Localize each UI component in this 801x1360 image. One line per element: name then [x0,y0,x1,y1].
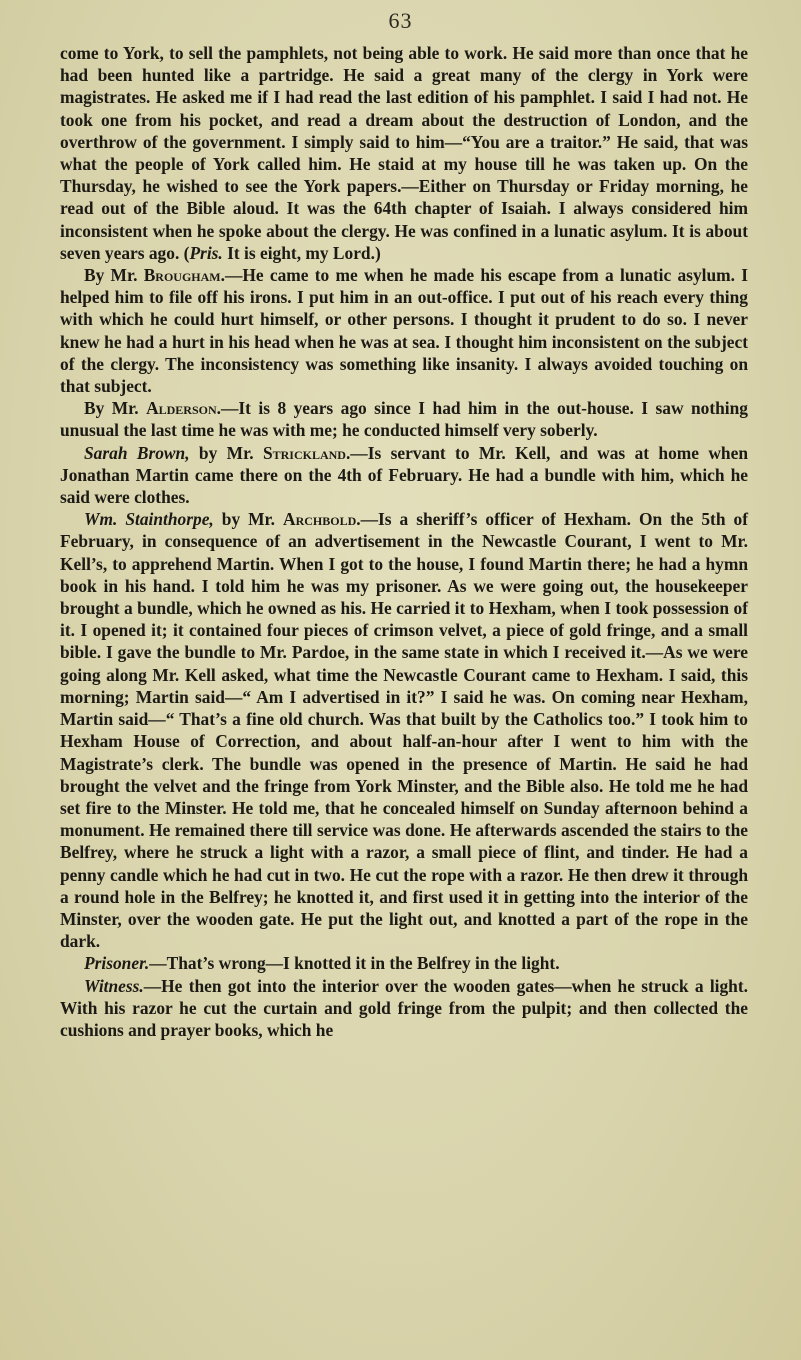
text-run: Sarah Brown, [84,442,190,463]
text-run: .—It is 8 years ago since I had him in the out-house. I saw nothing unusual the last time he was with me; he conducted himself very soberly. [60,398,748,441]
text-run: Witness. [84,975,144,996]
text-run: Brougham [143,265,221,286]
body-text [60,42,748,1041]
text-run: By Mr. [84,398,147,419]
text-run: Wm. Stainthorpe, [84,509,214,530]
text-run: Prisoner. [84,953,150,974]
text-run: .—Is servant to Mr. Kell, and was at home when Jonathan Martin came there on the 4th of February. He had a bundle with him, which he said were clothes. [60,442,748,508]
text-run: .—He came to me when he made his escape from a lunatic asylum. I helped him to file off his irons. I put him in an out-office. I put out of his reach every thing with which he could hurt himself, or other persons. I thought it prudent to do so. I never knew he had a hurt in his head when he was at sea. I thought him inconsistent on the subject of the clergy. The inconsistency was something like insanity. I always avoided touching on that subject. [60,265,749,397]
text-run: —That’s wrong—I knotted it in the Belfrey in the light. [149,953,560,974]
text-run: .—Is a sheriff’s officer of Hexham. On the 5th of February, in consequence of an advertisement in the Newcastle Courant, I went to Mr. Kell’s, to apprehend Martin. When I got to the house, I found Martin there; he had a hymn book in his hand. I told him he was my prisoner. As we were going out, the housekeeper brought a bundle, which he owned as his. He carried it to Hexham, when I took possession of it. I opened it; it contained four pieces of crimson velvet, a piece of gold fringe, and a small bible. I gave the bundle to Mr. Pardoe, in the same state in which I received it.—As we were going along Mr. Kell asked, what time the Newcastle Courant came to Hexham. I said, this morning; Martin said—“ Am I advertised in it?” I said he was. On coming near Hexham, Martin said—“ That’s a fine old church. Was that built by the Catholics too.” I took him to Hexham House of Correction, and about half-an-hour after I went to him with the Magistrate’s clerk. The bundle was opened in the presence of Martin. He said he had brought the velvet and the fringe from York Minster, and the Bible also. He told me he had set fire to the Minster. He told me, that he concealed himself on Sunday afternoon behind a monument. He remained there till service was done. He afterwards ascended the stairs to the Belfrey, where he struck a light with a razor, a small piece of flint, and tinder. He had a penny candle which he had cut in two. He cut the rope with a razor. He then drew it through a round hole in the Belfrey; he knotted it, and first used it in getting into the interior of the Minster, over the wooden gate. He put the light out, and knotted a part of the rope in the dark. [60,509,748,952]
text-run: Pris. [189,242,223,263]
paragraph-witness [60,975,748,1042]
paragraph-stainthorpe [60,508,748,952]
text-run: Archbold [283,509,357,530]
paragraph-prisoner [60,952,748,974]
paragraph-continuation [60,42,748,264]
paragraph-brougham [60,264,748,397]
text-run: —He then got into the interior over the wooden gates—when he struck a light. With his razor he cut the curtain and gold fringe from the pulpit; and then collected the cushions and prayer books, which he [60,975,748,1040]
text-run: It is eight, my Lord.) [222,242,381,263]
paragraph-sarah-brown [60,442,748,509]
text-run: come to York, to sell the pamphlets, not being able to work. He said more than once that he had been hunted like a partridge. He said a great many of the clergy in York were magistrates. He asked me if I had read the last edition of his pamphlet. I said I had not. He took one from his pocket, and read a dream about the destruction of London, and the overthrow of the government. I simply said to him—“You are a traitor.” He said, that was what the people of York called him. He staid at my house till he was taken up. On the Thursday, he wished to see the York papers.—Either on Thursday or Friday morning, he read out of the Bible aloud. It was the 64th chapter of Isaiah. I always considered him inconsistent when he spoke about the clergy. He was confined in a lunatic asylum. It is about seven years ago. ( [60,43,748,263]
paragraph-alderson [60,397,748,441]
text-run: By Mr. [84,265,144,286]
page-number: 63 [388,8,413,33]
text-run: Strickland [262,442,346,463]
text-run: Alderson [146,398,217,419]
text-run: by Mr. [213,509,284,530]
text-run: by Mr. [189,442,263,463]
